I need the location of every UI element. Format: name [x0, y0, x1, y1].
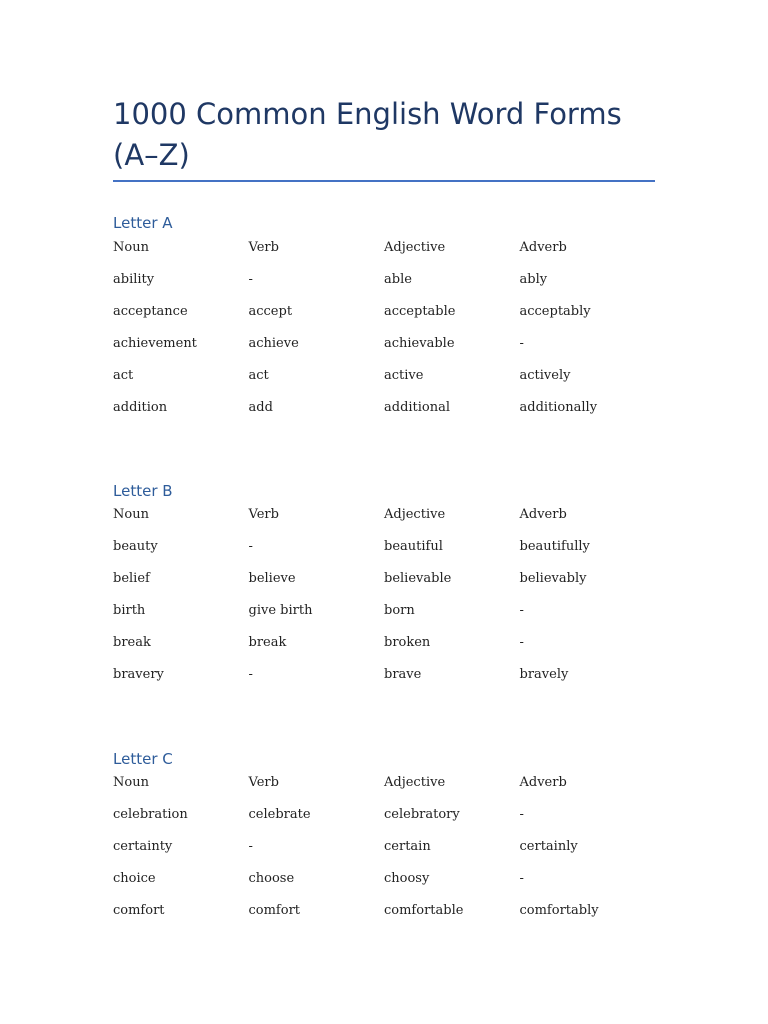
- verb-cell: add: [248, 400, 273, 415]
- adjective-cell: acceptable: [384, 304, 456, 319]
- table-row: [113, 571, 655, 603]
- verb-cell: give birth: [248, 603, 313, 618]
- section-letter-a: [113, 212, 655, 432]
- column-header-adverb: Adverb: [519, 775, 567, 790]
- noun-cell: comfort: [113, 903, 165, 918]
- adverb-cell: actively: [519, 368, 571, 383]
- column-header-verb: Verb: [248, 775, 279, 790]
- noun-cell: addition: [113, 400, 168, 415]
- column-header-noun: Noun: [113, 507, 149, 522]
- section-heading: Letter C: [113, 750, 173, 768]
- adverb-cell: bravely: [519, 667, 569, 682]
- verb-cell: -: [248, 667, 253, 682]
- section-letter-b: [113, 480, 655, 699]
- column-header-noun: Noun: [113, 240, 149, 255]
- column-header-adverb: Adverb: [519, 240, 567, 255]
- section-letter-c: [113, 748, 655, 935]
- verb-cell: celebrate: [248, 807, 311, 822]
- column-header-verb: Verb: [248, 240, 279, 255]
- adverb-cell: beautifully: [519, 539, 590, 554]
- table-row: [113, 839, 655, 871]
- noun-cell: achievement: [113, 336, 197, 351]
- adverb-cell: -: [519, 807, 524, 822]
- adjective-cell: celebratory: [384, 807, 460, 822]
- title-underline: [113, 180, 655, 182]
- table-row: [113, 539, 655, 571]
- adjective-cell: beautiful: [384, 539, 443, 554]
- table-row: [113, 635, 655, 667]
- adverb-cell: -: [519, 603, 524, 618]
- noun-cell: celebration: [113, 807, 188, 822]
- table-row: [113, 304, 655, 336]
- verb-cell: achieve: [248, 336, 299, 351]
- noun-cell: choice: [113, 871, 156, 886]
- column-header-adjective: Adjective: [384, 775, 446, 790]
- noun-cell: certainty: [113, 839, 173, 854]
- adverb-cell: believably: [519, 571, 587, 586]
- noun-cell: beauty: [113, 539, 158, 554]
- table-row: [113, 368, 655, 400]
- table-header-row: [113, 775, 655, 807]
- table-row: [113, 603, 655, 635]
- column-header-noun: Noun: [113, 775, 149, 790]
- column-header-adverb: Adverb: [519, 507, 567, 522]
- verb-cell: -: [248, 272, 253, 287]
- adjective-cell: achievable: [384, 336, 455, 351]
- verb-cell: believe: [248, 571, 296, 586]
- adjective-cell: comfortable: [384, 903, 464, 918]
- adjective-cell: active: [384, 368, 424, 383]
- adverb-cell: acceptably: [519, 304, 591, 319]
- noun-cell: birth: [113, 603, 146, 618]
- noun-cell: ability: [113, 272, 155, 287]
- page-title: 1000 Common English Word Forms (A–Z): [113, 97, 622, 172]
- table-header-row: [113, 507, 655, 539]
- verb-cell: act: [248, 368, 269, 383]
- table-row: [113, 667, 655, 699]
- verb-cell: break: [248, 635, 287, 650]
- adjective-cell: brave: [384, 667, 422, 682]
- table-row: [113, 807, 655, 839]
- noun-cell: break: [113, 635, 151, 650]
- verb-cell: -: [248, 539, 253, 554]
- noun-cell: bravery: [113, 667, 164, 682]
- verb-cell: -: [248, 839, 253, 854]
- column-header-adjective: Adjective: [384, 507, 446, 522]
- adverb-cell: -: [519, 336, 524, 351]
- adjective-cell: choosy: [384, 871, 430, 886]
- table-row: [113, 272, 655, 304]
- section-heading: Letter B: [113, 482, 173, 500]
- adverb-cell: comfortably: [519, 903, 599, 918]
- adverb-cell: additionally: [519, 400, 598, 415]
- table-row: [113, 871, 655, 903]
- noun-cell: act: [113, 368, 134, 383]
- adjective-cell: able: [384, 272, 412, 287]
- adjective-cell: certain: [384, 839, 431, 854]
- adverb-cell: -: [519, 871, 524, 886]
- adverb-cell: -: [519, 635, 524, 650]
- column-header-verb: Verb: [248, 507, 279, 522]
- adverb-cell: certainly: [519, 839, 578, 854]
- table-row: [113, 903, 655, 935]
- adjective-cell: broken: [384, 635, 431, 650]
- noun-cell: acceptance: [113, 304, 188, 319]
- section-heading: Letter A: [113, 214, 173, 232]
- verb-cell: comfort: [248, 903, 301, 918]
- adjective-cell: born: [384, 603, 415, 618]
- adjective-cell: believable: [384, 571, 452, 586]
- noun-cell: belief: [113, 571, 150, 586]
- column-header-adjective: Adjective: [384, 240, 446, 255]
- table-row: [113, 400, 655, 432]
- verb-cell: accept: [248, 304, 293, 319]
- table-header-row: [113, 240, 655, 272]
- adverb-cell: ably: [519, 272, 548, 287]
- adjective-cell: additional: [384, 400, 451, 415]
- table-row: [113, 336, 655, 368]
- verb-cell: choose: [248, 871, 295, 886]
